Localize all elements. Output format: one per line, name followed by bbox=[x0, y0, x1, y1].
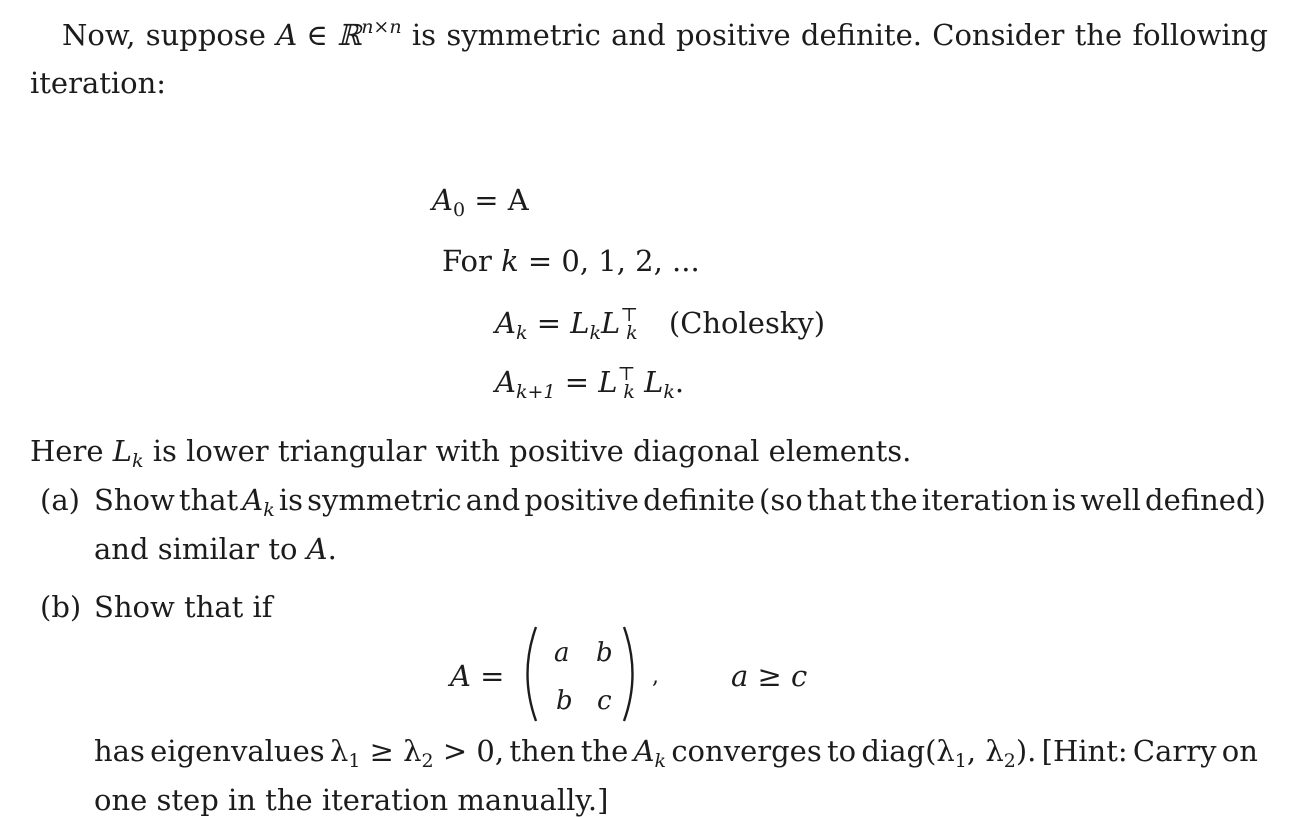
part-b-line-4: one step in the iteration manually.] bbox=[94, 783, 609, 817]
matrix-left-paren bbox=[516, 624, 542, 724]
intro-word: suppose bbox=[145, 18, 266, 52]
intro-word: Now, bbox=[62, 18, 136, 52]
part-a-line-1: Show that $A_k$ is symmetric and positive definite (so that the iteration is well defined) bbox=[94, 483, 1266, 521]
intro-line-2: iteration: bbox=[30, 66, 167, 100]
iteration-update: $A_{k+1} = L^⊤_k$ $L_k$. bbox=[495, 363, 685, 403]
matrix-cell: b bbox=[556, 686, 573, 716]
intro-line-1 bbox=[62, 16, 1268, 52]
matrix-cell: b bbox=[596, 638, 613, 668]
intro-word: the bbox=[1074, 18, 1123, 52]
iteration-for: For k = 0, 1, 2, ... bbox=[442, 244, 700, 278]
intro-word: Consider bbox=[932, 18, 1065, 52]
matrix-comma: , bbox=[652, 664, 659, 689]
intro-word: symmetric bbox=[446, 18, 601, 52]
part-b-line-3: has eigenvalues $\lambda_1 \ge \lambda_2 > 0$, then the $A_k$ converges to $diag(\lambda_1$, $\lambda_2$). [Hint: Carry on bbox=[94, 734, 1258, 772]
matrix-condition: a ≥ c bbox=[731, 659, 808, 693]
iteration-cholesky: $A_k = L_kL^⊤_k$ (Cholesky) bbox=[495, 304, 826, 344]
intro-word: and bbox=[611, 18, 666, 52]
part-b-line-1: Show that if bbox=[94, 590, 273, 624]
matrix-lhs: A = bbox=[450, 659, 505, 693]
intro-word: is bbox=[411, 18, 437, 52]
iteration-a0: $A_0 = A$ bbox=[432, 183, 529, 221]
part-a-label: (a) bbox=[40, 483, 80, 517]
intro-math: A ∈ ℝ$^{n\times n}$ bbox=[276, 16, 402, 52]
matrix-right-paren bbox=[618, 624, 644, 724]
here-line: Here $L_k$ is lower triangular with positive diagonal elements. bbox=[30, 434, 912, 472]
matrix-cell: a bbox=[554, 638, 570, 668]
part-b-label: (b) bbox=[40, 590, 82, 624]
intro-word: positive bbox=[675, 18, 791, 52]
intro-word: definite. bbox=[800, 18, 922, 52]
part-a-line-2: and similar to A. bbox=[94, 532, 337, 566]
intro-word: following bbox=[1132, 18, 1268, 52]
matrix-cell: c bbox=[597, 686, 612, 716]
